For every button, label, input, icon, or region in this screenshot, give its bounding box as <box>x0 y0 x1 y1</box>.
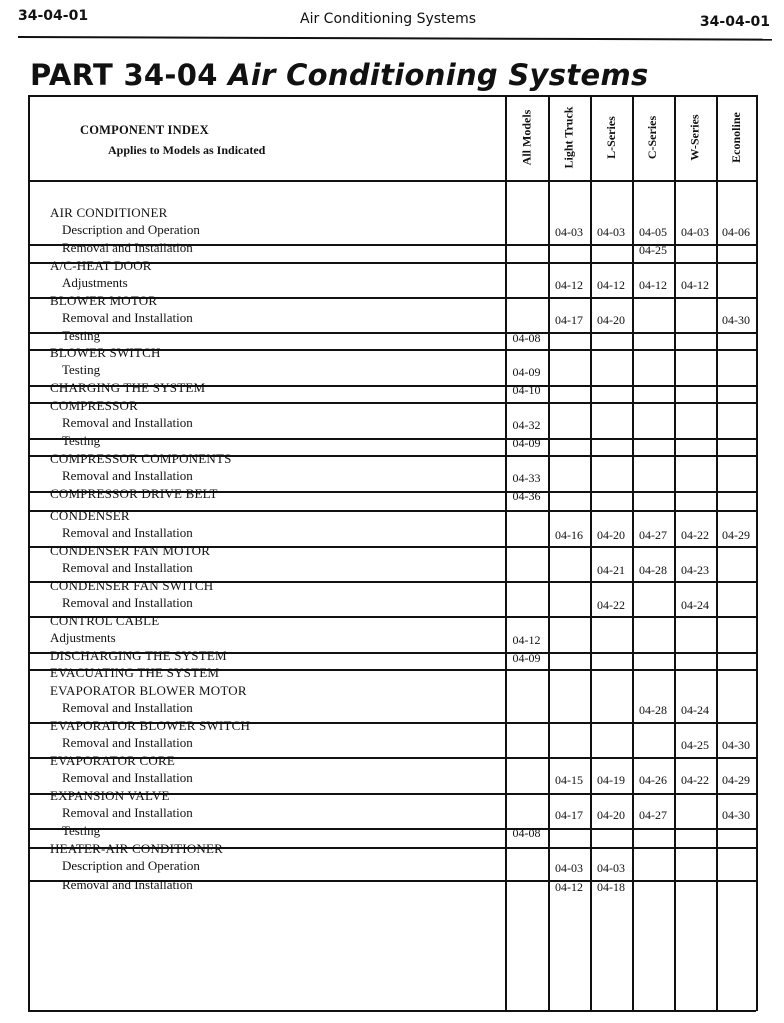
column-header-c-series <box>632 95 674 180</box>
category-label: EVAPORATOR CORE <box>50 753 175 768</box>
page-reference[interactable]: 04-12 <box>639 278 667 292</box>
row-divider <box>28 332 756 334</box>
item-label: Testing <box>62 433 101 448</box>
category-label: COMPRESSOR <box>50 398 138 413</box>
part-title <box>30 58 649 92</box>
page-reference[interactable]: 04-32 <box>512 418 541 432</box>
running-title: Air Conditioning Systems <box>300 11 477 27</box>
item-label: Description and Operation <box>62 858 200 873</box>
page-reference[interactable]: 04-28 <box>639 563 667 577</box>
item-label: Removal and Installation <box>62 468 193 483</box>
item-label: Removal and Installation <box>62 805 193 820</box>
category-label: A/C-HEAT DOOR <box>50 258 152 273</box>
category-label: COMPRESSOR DRIVE BELT <box>50 486 218 501</box>
category-label: EVAPORATOR BLOWER MOTOR <box>50 683 247 698</box>
component-index-table <box>28 95 756 1010</box>
page-code-right: 34-04-01 <box>699 14 770 30</box>
column-header-econoline <box>716 95 756 180</box>
category-label: EXPANSION VALVE <box>50 788 170 803</box>
page-reference[interactable]: 04-03 <box>555 225 583 239</box>
column-divider <box>505 95 507 1010</box>
page-reference[interactable]: 04-16 <box>555 528 583 542</box>
page-reference[interactable]: 04-06 <box>722 225 750 239</box>
page-reference[interactable]: 04-28 <box>639 703 667 717</box>
category-label: EVAPORATOR BLOWER SWITCH <box>50 718 251 733</box>
page-reference[interactable]: 04-03 <box>681 225 709 239</box>
category-label: BLOWER SWITCH <box>50 345 161 360</box>
item-label: Removal and Installation <box>62 415 193 430</box>
column-header-all-models <box>505 95 548 180</box>
page-reference[interactable]: 04-05 <box>639 225 667 239</box>
column-header-label: W-Series <box>687 114 702 161</box>
column-header-light-truck <box>548 95 590 180</box>
category-label: CONDENSER FAN SWITCH <box>50 578 214 593</box>
page-reference[interactable]: 04-17 <box>555 808 583 822</box>
page-reference[interactable]: 04-03 <box>597 861 625 875</box>
page-reference[interactable]: 04-27 <box>639 528 667 542</box>
category-label: CHARGING THE SYSTEM <box>50 380 206 395</box>
page-reference[interactable]: 04-29 <box>722 528 750 542</box>
page-reference[interactable]: 04-08 <box>512 331 541 345</box>
row-divider <box>28 438 756 440</box>
category-label: HEATER-AIR CONDITIONER <box>50 841 224 856</box>
item-label: Removal and Installation <box>62 560 193 575</box>
column-header-label: C-Series <box>645 115 660 160</box>
page-reference[interactable]: 04-10 <box>512 383 541 397</box>
column-header-label: Econoline <box>728 112 743 163</box>
item-label: Removal and Installation <box>62 240 193 255</box>
page-reference[interactable]: 04-20 <box>597 313 625 327</box>
part-number: PART 34-04 <box>30 58 218 92</box>
page-reference[interactable]: 04-22 <box>681 773 709 787</box>
row-divider <box>28 510 756 512</box>
page-reference[interactable]: 04-29 <box>722 773 750 787</box>
item-label: Removal and Installation <box>62 735 193 750</box>
page-reference[interactable]: 04-08 <box>512 826 541 840</box>
page-reference[interactable]: 04-22 <box>597 598 625 612</box>
item-label: Removal and Installation <box>62 877 193 892</box>
column-header-label: Light Truck <box>561 106 576 169</box>
table-border <box>28 1010 756 1012</box>
item-label: Removal and Installation <box>62 595 193 610</box>
page-reference[interactable]: 04-25 <box>639 243 667 257</box>
item-label: Adjustments <box>50 630 116 645</box>
category-label: BLOWER MOTOR <box>50 293 158 308</box>
page-reference[interactable]: 04-18 <box>597 880 625 894</box>
page-reference[interactable]: 04-12 <box>555 880 583 894</box>
item-label: Testing <box>62 362 101 377</box>
item-label: Testing <box>62 328 101 343</box>
page-reference[interactable]: 04-26 <box>639 773 667 787</box>
page-reference[interactable]: 04-22 <box>681 528 709 542</box>
category-label: CONDENSER FAN MOTOR <box>50 543 211 558</box>
category-label: CONTROL CABLE <box>50 613 160 628</box>
header-rule <box>18 36 772 41</box>
page-reference[interactable]: 04-12 <box>597 278 625 292</box>
category-label: EVACUATING THE SYSTEM <box>50 665 220 680</box>
column-header-w-series <box>674 95 716 180</box>
item-label: Description and Operation <box>62 222 200 237</box>
page-reference[interactable]: 04-17 <box>555 313 583 327</box>
page-reference[interactable]: 04-30 <box>722 313 750 327</box>
page-code-left: 34-04-01 <box>18 8 89 24</box>
category-label: CONDENSER <box>50 508 130 523</box>
page-reference[interactable]: 04-30 <box>722 738 750 752</box>
page-reference[interactable]: 04-09 <box>512 436 541 450</box>
item-label: Removal and Installation <box>62 525 193 540</box>
page-reference[interactable]: 04-19 <box>597 773 625 787</box>
item-label: Testing <box>62 823 101 838</box>
page-reference[interactable]: 04-20 <box>597 808 625 822</box>
page-reference[interactable]: 04-12 <box>555 278 583 292</box>
item-label: Removal and Installation <box>62 310 193 325</box>
page-reference[interactable]: 04-20 <box>597 528 625 542</box>
page-reference[interactable]: 04-15 <box>555 773 583 787</box>
page-reference[interactable]: 04-24 <box>681 703 709 717</box>
page-reference[interactable]: 04-25 <box>681 738 709 752</box>
page-reference[interactable]: 04-36 <box>512 489 541 503</box>
column-header-l-series <box>590 95 632 180</box>
page-reference[interactable]: 04-09 <box>512 651 541 665</box>
table-border <box>28 95 30 1010</box>
page-reference[interactable]: 04-30 <box>722 808 750 822</box>
item-label: Removal and Installation <box>62 700 193 715</box>
column-header-label: L-Series <box>603 116 618 159</box>
page-reference[interactable]: 04-12 <box>512 633 541 647</box>
table-border <box>756 95 758 1011</box>
page-reference[interactable]: 04-24 <box>681 598 709 612</box>
column-header-label: All Models <box>519 109 534 166</box>
category-label: DISCHARGING THE SYSTEM <box>50 648 227 663</box>
page-reference[interactable]: 04-21 <box>597 563 625 577</box>
component-index-title: COMPONENT INDEX <box>80 123 209 137</box>
page-reference[interactable]: 04-33 <box>512 471 541 485</box>
part-name: Air Conditioning Systems <box>228 58 649 92</box>
page-reference[interactable]: 04-12 <box>681 278 709 292</box>
page-reference[interactable]: 04-03 <box>555 861 583 875</box>
item-label: Removal and Installation <box>62 770 193 785</box>
page-reference[interactable]: 04-03 <box>597 225 625 239</box>
category-label: COMPRESSOR COMPONENTS <box>50 451 232 466</box>
category-label: AIR CONDITIONER <box>50 205 168 220</box>
item-label: Adjustments <box>62 275 128 290</box>
page-reference[interactable]: 04-23 <box>681 563 709 577</box>
row-divider <box>28 828 756 830</box>
page-reference[interactable]: 04-09 <box>512 365 541 379</box>
component-index-subtitle: Applies to Models as Indicated <box>108 143 266 157</box>
page-reference[interactable]: 04-27 <box>639 808 667 822</box>
header-divider <box>28 180 756 182</box>
